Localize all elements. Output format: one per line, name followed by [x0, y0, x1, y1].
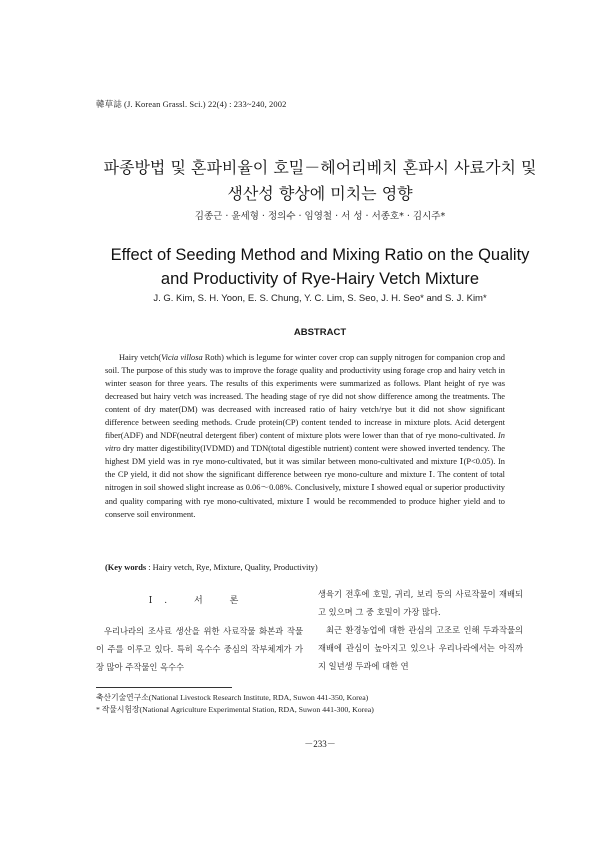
english-authors: J. G. Kim, S. H. Yoon, E. S. Chung, Y. C. Lim, S. Seo, J. H. Seo* and S. J. Kim*	[153, 293, 487, 304]
keywords	[105, 561, 505, 574]
footnote-affiliation-2: * 작물시험장(National Agriculture Experimental Station, RDA, Suwon 441-300, Korea)	[96, 704, 374, 714]
abstract-text-middle: Roth) which is legume for winter cover crop can supply nitrogen for companion crop and soil. The purpose of this study was to improve the forage quality and productivity using forage crop and hairy vetch in winter season for three years. The results of this experiments were summarized as follows. Plant height of rye was decreased but hairy vetch was increased. The heading stage of rye did not show difference among the treatments. The content of dry mater(DM) was decreased with increased ratio of hairy vetch/rye but it did not show significant difference between seeding methods. Crude protein(CP) content tended to increase in mixture plots. Acid detergent fiber(ADF) and NDF(neutral detergent fiber) content of mixture plots were lower than that of rye mono-cultivated.	[105, 353, 505, 441]
korean-title	[40, 155, 600, 207]
footnotes	[96, 692, 374, 715]
abstract-text-end: dry matter digestibility(IVDMD) and TDN(total digestible nutrient) content were showed inverted tendency. The highest DM yield was in rye mono-cultivated, but it was similar between mono-cultivated and mixture Ⅰ(P<0.05). In the CP yield, it did not show the significant difference between rye mono-culture and mixture Ⅰ. The content of total nitrogen in soil showed slight increase as 0.06～0.08%. Conclusively, mixture Ⅰ showed equal or superior productivity and quality comparing with rye mono-cultivated, mixture Ⅰ would be recommended to produce higher yield and to conserve soil environment.	[105, 444, 505, 519]
keywords-label: (Key words	[105, 563, 147, 572]
abstract-text-start: Hairy vetch(	[119, 353, 162, 362]
abstract-paragraph	[105, 351, 505, 521]
abstract-heading: ABSTRACT	[293, 327, 347, 338]
abstract-body	[105, 351, 505, 521]
species-name: Vicia villosa	[161, 353, 203, 362]
journal-citation: 韓草誌 (J. Korean Grassl. Sci.) 22(4) : 233~240, 2002	[96, 99, 287, 109]
in-vitro-term: In vitro	[105, 431, 505, 454]
footnote-divider	[96, 687, 232, 688]
footnote-affiliation-1: 축산기술연구소(National Livestock Research Institute, RDA, Suwon 441-350, Korea)	[96, 693, 369, 702]
korean-authors: 김종근 · 윤세형 · 정의수 · 임영철 · 서 성 · 서종호* · 김시주*	[194, 211, 446, 222]
korean-title-line-2: 생산성 향상에 미치는 영향	[227, 184, 413, 203]
english-title-line-2: and Productivity of Rye-Hairy Vetch Mixture	[160, 270, 480, 288]
intro-right-column	[318, 585, 523, 675]
english-title-line-1: Effect of Seeding Method and Mixing Ratio on the Quality	[110, 246, 530, 264]
keywords-text: : Hairy vetch, Rye, Mixture, Quality, Productivity)	[146, 563, 318, 572]
english-title	[40, 243, 600, 291]
intro-left-column	[96, 592, 303, 676]
page-number: －233－	[304, 739, 336, 749]
korean-title-line-1: 파종방법 및 혼파비율이 호밀－헤어리베치 혼파시 사료가치 및	[103, 158, 537, 177]
intro-paragraph-right-2: 최근 환경농업에 대한 관심의 고조로 인해 두과작물의 재배에 관심이 높아지고 있으나 우리나라에서는 아직까지 일년생 두과에 대한 연	[318, 625, 523, 671]
intro-paragraph-right-1: 생육기 전후에 호밀, 귀리, 보리 등의 사료작물이 재배되고 있으며 그 중 호밀이 가장 많다.	[318, 589, 523, 617]
section-title-introduction: Ⅰ. 서 론	[148, 596, 251, 606]
intro-paragraph-left: 우리나라의 조사료 생산을 위한 사료작물 화본과 작물이 주를 이루고 있다. 특히 옥수수 중심의 작부체계가 가장 많아 주작물인 옥수수	[96, 626, 303, 672]
